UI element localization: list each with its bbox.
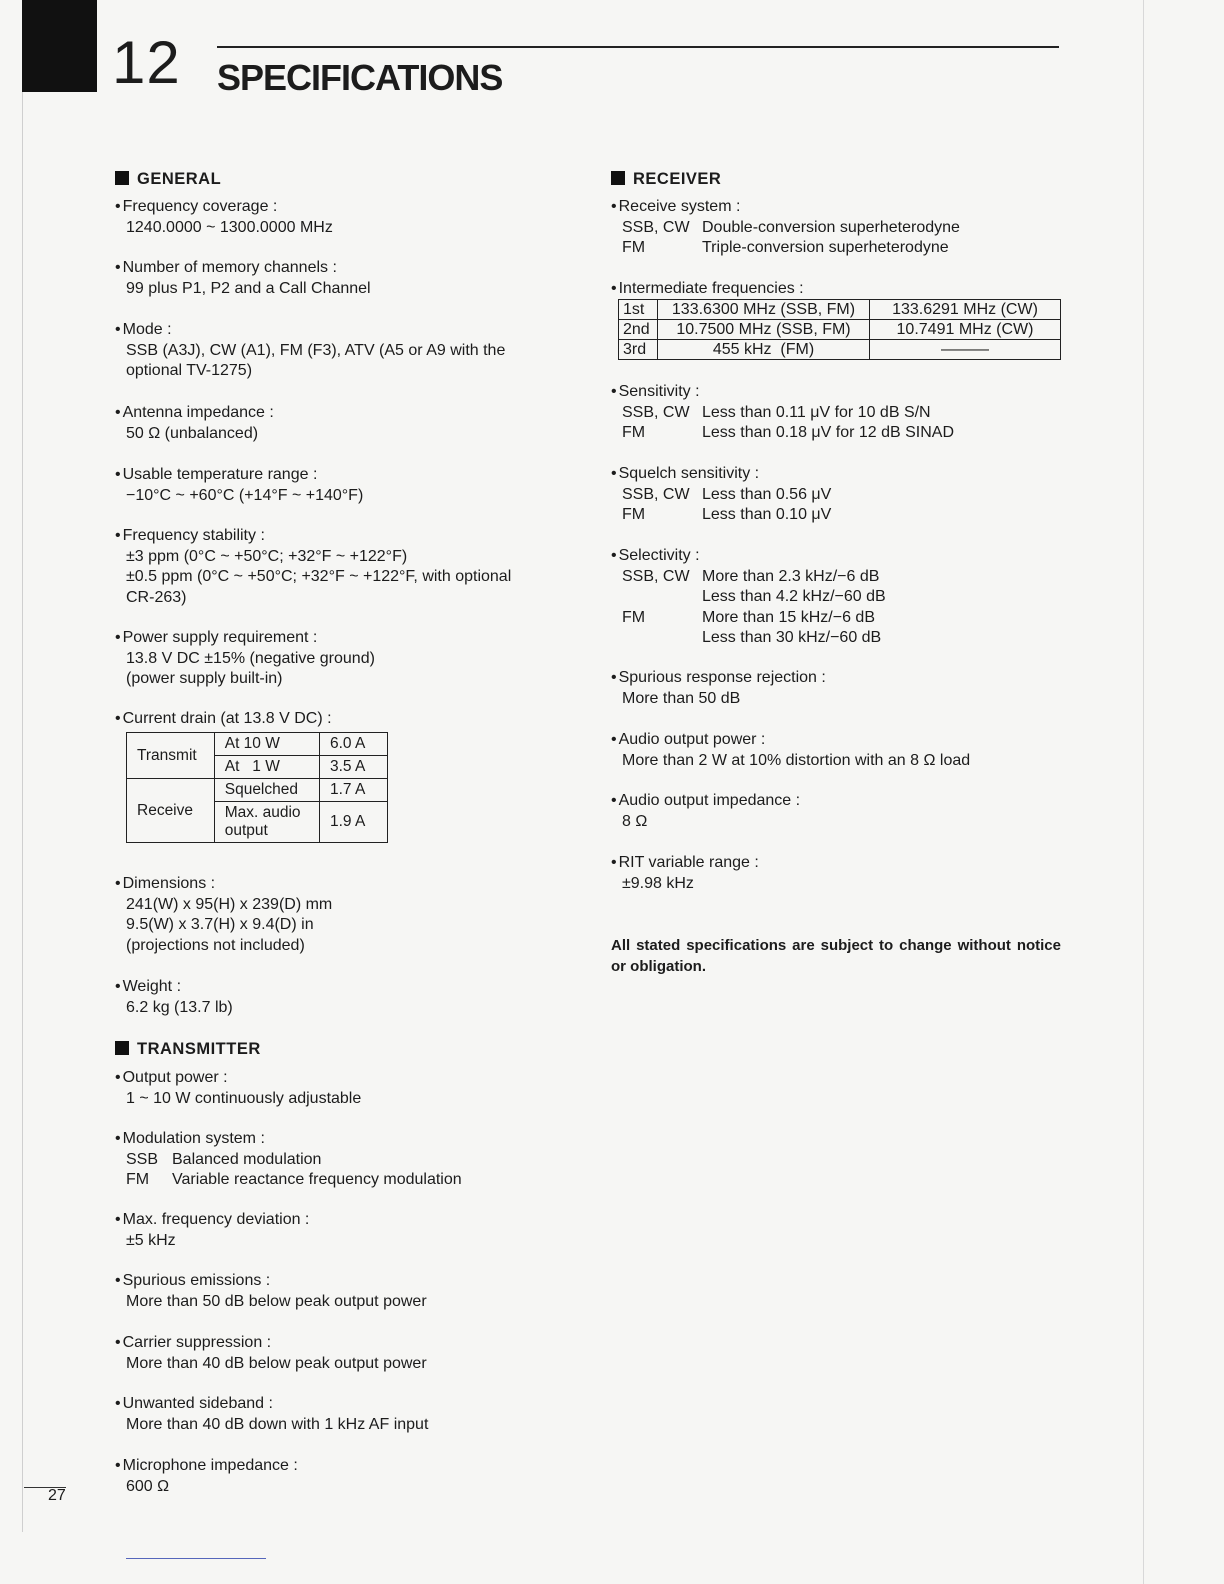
section-square-icon: [115, 1041, 129, 1055]
specifications-notice: All stated specifications are subject to change without notice or obligation.: [611, 937, 1061, 975]
spec-unwanted-sideband: • Unwanted sideband : More than 40 dB down with 1 kHz AF input: [115, 1394, 428, 1435]
spec-carrier-suppression: • Carrier suppression : More than 40 dB below peak output power: [115, 1333, 427, 1374]
page-left-edge: [22, 92, 23, 1532]
if-order-cell: 3rd: [619, 340, 658, 360]
if-order-cell: 2nd: [619, 320, 658, 340]
current-value-cell: 3.5 A: [320, 756, 388, 779]
transmitter-heading: TRANSMITTER: [115, 1039, 261, 1059]
if-cw-cell: ———: [870, 340, 1061, 360]
spec-frequency-stability: • Frequency stability : ±3 ppm (0°C ~ +50°C; +32°F ~ +122°F) ±0.5 ppm (0°C ~ +50°C; +32°F ~ +122°F, with optional CR-263): [115, 526, 511, 608]
if-cw-cell: 10.7491 MHz (CW): [870, 320, 1061, 340]
spec-audio-output-impedance: • Audio output impedance : 8 Ω: [611, 791, 800, 832]
section-square-icon: [115, 171, 129, 185]
section-square-icon: [611, 171, 625, 185]
if-order-cell: 1st: [619, 300, 658, 320]
spec-memory-channels: • Number of memory channels : 99 plus P1, P2 and a Call Channel: [115, 258, 371, 299]
condition-cell: At 10 W: [214, 733, 319, 756]
receive-group-cell: Receive: [127, 779, 215, 843]
spec-temperature-range: • Usable temperature range : −10°C ~ +60°C (+14°F ~ +140°F): [115, 465, 363, 506]
spec-selectivity: • Selectivity : SSB, CW More than 2.3 kHz/−6 dB Less than 4.2 kHz/−60 dB FM More than 15 kHz/−6 dB Less than 30 kHz/−60 dB: [611, 546, 886, 649]
chapter-marker-block: [22, 0, 97, 92]
table-row: [127, 779, 388, 802]
table-row: [619, 340, 1061, 360]
if-main-cell: 10.7500 MHz (SSB, FM): [658, 320, 870, 340]
table-row: [619, 300, 1061, 320]
if-cw-cell: 133.6291 MHz (CW): [870, 300, 1061, 320]
condition-cell: [214, 802, 319, 843]
condition-cell: At 1 W: [214, 756, 319, 779]
page-number: 27: [48, 1487, 66, 1504]
current-value-cell: 6.0 A: [320, 733, 388, 756]
if-main-cell: 455 kHz (FM): [658, 340, 870, 360]
spec-mode: • Mode : SSB (A3J), CW (A1), FM (F3), ATV (A5 or A9 with the optional TV-1275): [115, 320, 505, 382]
if-main-cell: 133.6300 MHz (SSB, FM): [658, 300, 870, 320]
spec-modulation-system: • Modulation system : SSB Balanced modulation FM Variable reactance frequency modulation: [115, 1129, 462, 1191]
spec-squelch-sensitivity: • Squelch sensitivity : SSB, CW Less than 0.56 μV FM Less than 0.10 μV: [611, 464, 831, 526]
spec-receive-system: • Receive system : SSB, CW Double-conversion superheterodyne FM Triple-conversion superheterodyne: [611, 197, 960, 259]
condition-cell: Squelched: [214, 779, 319, 802]
spec-audio-output-power: • Audio output power : More than 2 W at 10% distortion with an 8 Ω load: [611, 730, 970, 771]
condition-line: Max. audio: [224, 804, 301, 821]
page-right-edge: [1143, 0, 1144, 1584]
chapter-number: 12: [112, 29, 181, 96]
receiver-heading: RECEIVER: [611, 169, 721, 189]
bottom-rule: [126, 1558, 266, 1559]
spec-rit-range: • RIT variable range : ±9.98 kHz: [611, 853, 759, 894]
spec-spurious-emissions: • Spurious emissions : More than 50 dB below peak output power: [115, 1271, 427, 1312]
spec-antenna-impedance: • Antenna impedance : 50 Ω (unbalanced): [115, 403, 274, 444]
intermediate-frequency-table: [618, 299, 1061, 360]
spec-spurious-rejection: • Spurious response rejection : More than 50 dB: [611, 668, 826, 709]
spec-dimensions: • Dimensions : 241(W) x 95(H) x 239(D) mm 9.5(W) x 3.7(H) x 9.4(D) in (projections not included): [115, 874, 332, 956]
spec-output-power: • Output power : 1 ~ 10 W continuously adjustable: [115, 1068, 361, 1109]
table-row: [619, 320, 1061, 340]
general-heading: GENERAL: [115, 169, 221, 189]
transmit-group-cell: Transmit: [127, 733, 215, 779]
spec-intermediate-frequencies: • Intermediate frequencies :: [611, 279, 804, 300]
current-value-cell: 1.7 A: [320, 779, 388, 802]
spec-sensitivity: • Sensitivity : SSB, CW Less than 0.11 μV for 10 dB S/N FM Less than 0.18 μV for 12 dB SINAD: [611, 382, 954, 444]
spec-current-drain: • Current drain (at 13.8 V DC) :: [115, 709, 332, 730]
title-rule: [217, 46, 1059, 48]
spec-microphone-impedance: • Microphone impedance : 600 Ω: [115, 1456, 298, 1497]
spec-weight: • Weight : 6.2 kg (13.7 lb): [115, 977, 233, 1018]
spec-frequency-coverage: • Frequency coverage : 1240.0000 ~ 1300.0000 MHz: [115, 197, 333, 238]
spec-frequency-deviation: • Max. frequency deviation : ±5 kHz: [115, 1210, 309, 1251]
spec-power-supply: • Power supply requirement : 13.8 V DC ±15% (negative ground) (power supply built-in): [115, 628, 375, 690]
page-title: SPECIFICATIONS: [217, 57, 503, 98]
condition-line: output: [224, 822, 268, 839]
current-value-cell: 1.9 A: [320, 802, 388, 843]
current-drain-table: [126, 732, 388, 843]
table-row: [127, 733, 388, 756]
